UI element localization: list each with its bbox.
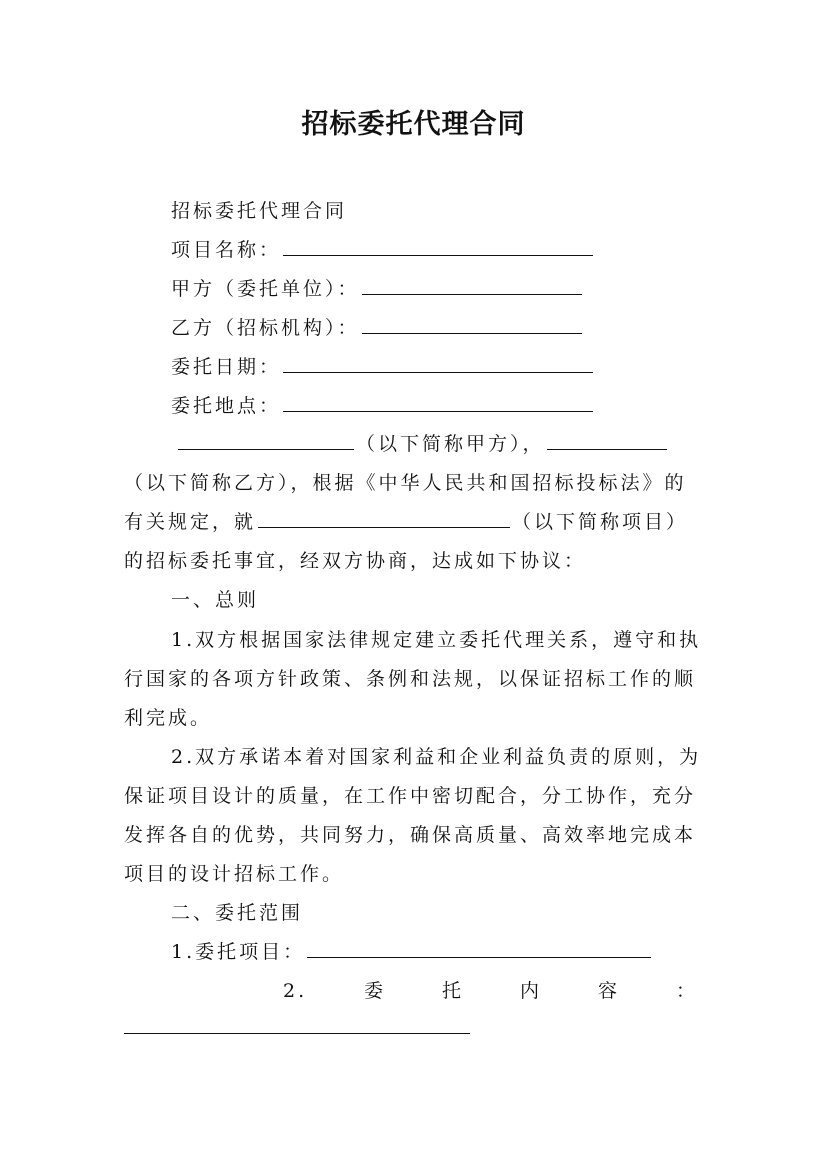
section-1-p2-line-4: 项目的设计招标工作。	[124, 863, 345, 885]
date-line	[171, 354, 595, 380]
party-b-line	[171, 315, 584, 341]
party-a-name-blank[interactable]	[178, 431, 354, 450]
section-1-p1-line-3: 利完成。	[124, 707, 213, 729]
party-a-blank[interactable]	[362, 276, 582, 295]
item-2-blank[interactable]	[124, 1033, 470, 1034]
item-2-part-3: 内	[520, 980, 543, 1002]
section-1-p1-line-2: 行国家的各项方针政策、条例和法规，以保证招标工作的顺	[124, 668, 697, 690]
preamble-line-4: 的招标委托事宜，经双方协商，达成如下协议：	[124, 550, 587, 572]
preamble-line-2: （以下简称乙方），根据《中华人民共和国招标投标法》的	[124, 472, 687, 494]
preamble-line-1-text: （以下简称甲方），	[356, 433, 545, 455]
item-2-part-2: 托	[442, 980, 465, 1002]
date-blank[interactable]	[283, 354, 593, 373]
party-a-line	[171, 276, 584, 302]
doc-name: 招标委托代理合同	[171, 200, 348, 222]
document-title: 招标委托代理合同	[301, 109, 526, 140]
item-2-part-1: 委	[364, 980, 387, 1002]
date-label: 委托日期：	[171, 356, 282, 378]
item-1-blank[interactable]	[307, 939, 651, 958]
party-a-label: 甲方（委托单位）：	[171, 278, 360, 300]
item-2-part-0: 2.	[283, 980, 308, 1002]
section-1-heading: 一、总则	[171, 589, 260, 611]
preamble-line-3-suffix: （以下简称项目）	[512, 511, 689, 533]
project-name-blank[interactable]	[283, 237, 593, 256]
project-ref-blank[interactable]	[258, 509, 510, 528]
place-label: 委托地点：	[171, 395, 282, 417]
section-1-p2-line-3: 发挥各自的优势，共同努力，确保高质量、高效率地完成本	[124, 824, 697, 846]
section-1-p2-line-1: 2.双方承诺本着对国家利益和企业利益负责的原则，为	[171, 746, 702, 768]
place-blank[interactable]	[283, 393, 593, 412]
party-b-label: 乙方（招标机构）：	[171, 317, 360, 339]
preamble-line-3	[124, 509, 688, 535]
section-1-p2-line-2: 保证项目设计的质量，在工作中密切配合，分工协作，充分	[124, 785, 697, 807]
doc-name-line	[171, 198, 347, 224]
preamble-line-1	[176, 431, 669, 457]
place-line	[171, 393, 595, 419]
section-1-p1-line-1: 1.双方根据国家法律规定建立委托代理关系，遵守和执	[171, 629, 702, 651]
item-1-label: 1.委托项目：	[171, 941, 306, 963]
party-b-name-blank[interactable]	[547, 431, 667, 450]
project-name-label: 项目名称：	[171, 239, 282, 261]
section-2-heading: 二、委托范围	[171, 902, 304, 924]
project-name-line	[171, 237, 595, 263]
item-2-part-5: ：	[676, 980, 699, 1002]
section-2-item-1	[171, 939, 653, 965]
party-b-blank[interactable]	[362, 315, 582, 334]
item-2-part-4: 容	[598, 980, 621, 1002]
preamble-line-3-prefix: 有关规定，就	[124, 511, 257, 533]
